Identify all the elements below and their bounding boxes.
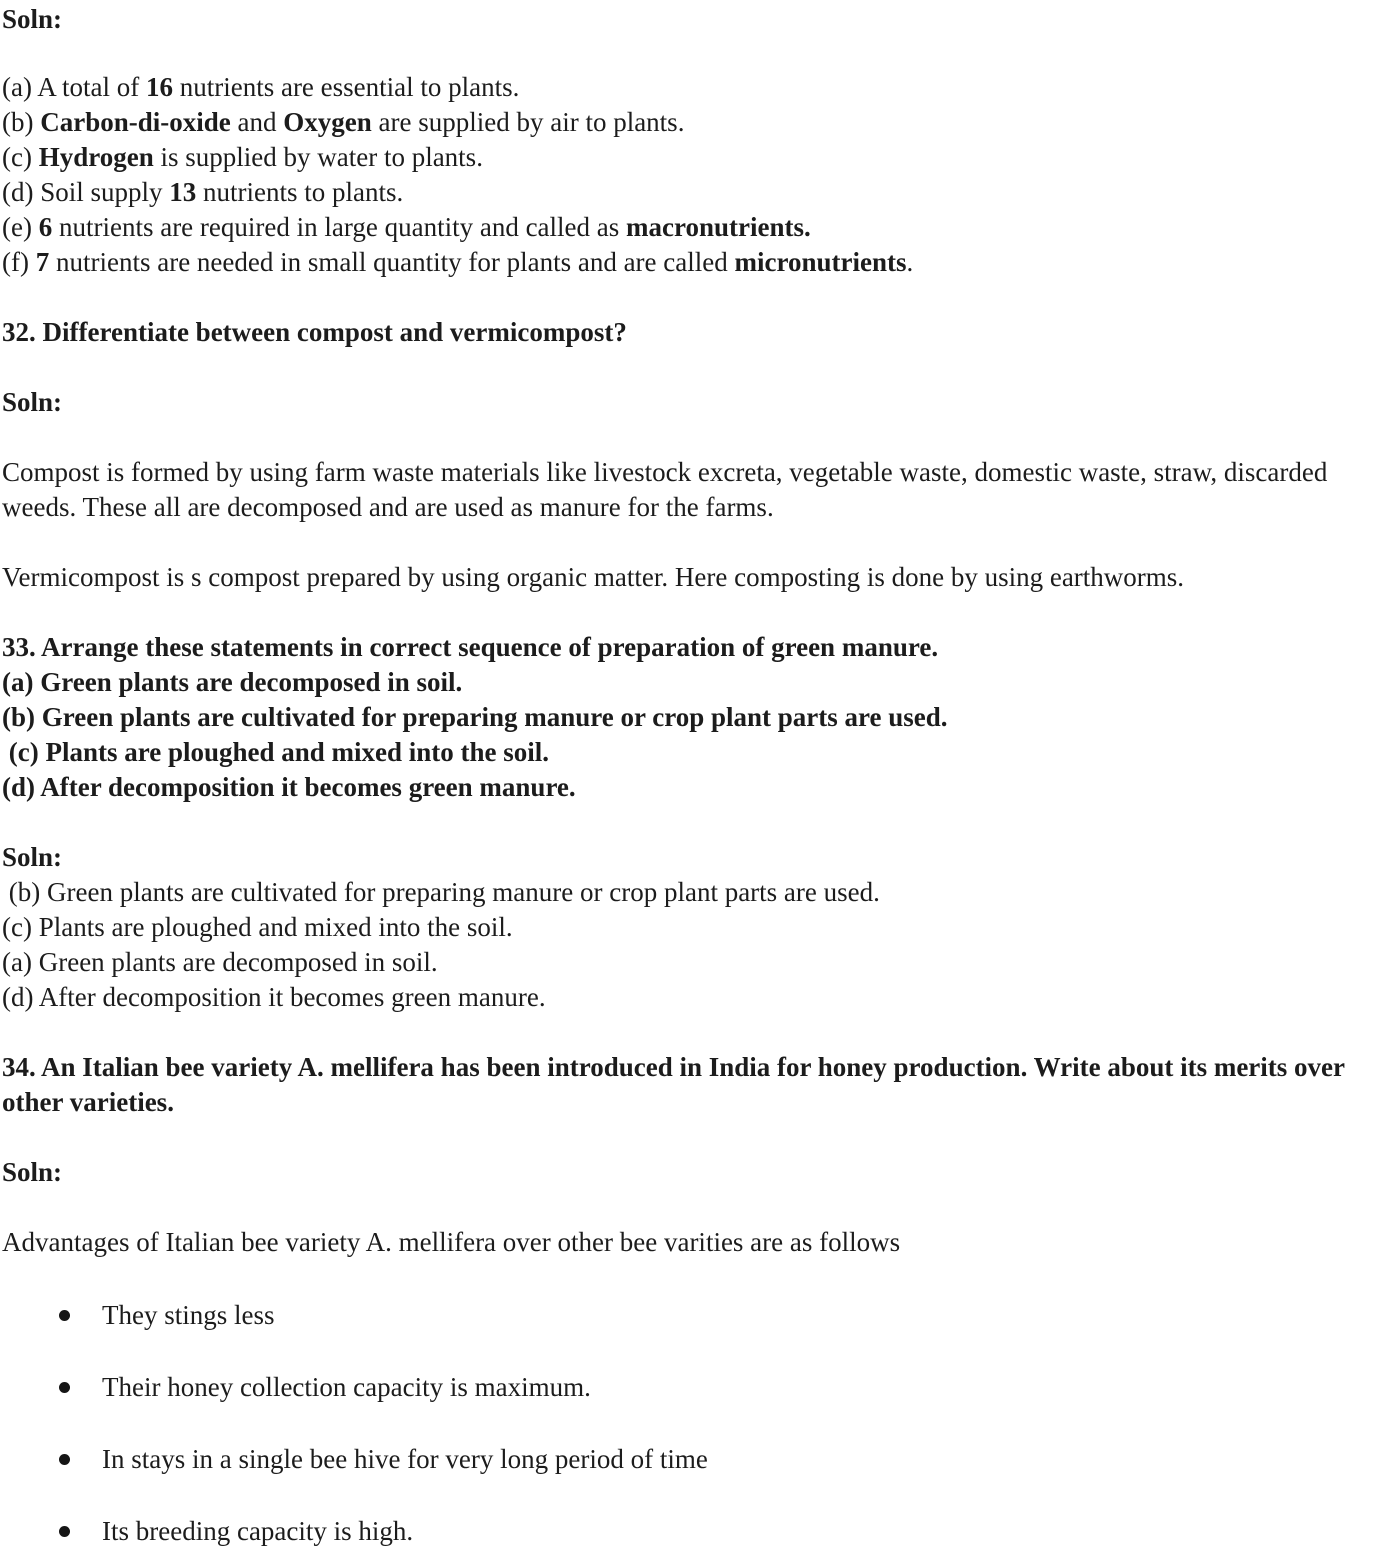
q33-answer-1: (b) Green plants are cultivated for preparing manure or crop plant parts are used. <box>2 877 880 907</box>
q32-paragraph-vermicompost: Vermicompost is s compost prepared by using organic matter. Here composting is done by using earthworms. <box>2 562 1185 592</box>
bullet-item <box>2 1514 1374 1547</box>
bullet-text: Its breeding capacity is high. <box>102 1516 414 1546</box>
q33-statement-list <box>2 665 1374 805</box>
q33-statement-a: (a) Green plants are decomposed in soil. <box>2 667 463 697</box>
bullet-item <box>2 1370 1374 1405</box>
bullet-text: They stings less <box>102 1300 275 1330</box>
bullet-icon <box>59 1310 70 1321</box>
q31-answer-b: (b) Carbon-di-oxide and Oxygen are supplied by air to plants. <box>2 107 685 137</box>
bullet-item <box>2 1298 1374 1333</box>
q33-answer-4: (d) After decomposition it becomes green manure. <box>2 982 546 1012</box>
q33-answer-list <box>2 875 1374 1015</box>
q34-intro: Advantages of Italian bee variety A. mellifera over other bee varities are as follows <box>2 1227 901 1257</box>
q33-statement-c: (c) Plants are ploughed and mixed into the soil. <box>2 737 550 767</box>
q31-answer-list <box>2 70 1374 280</box>
soln-heading-q31: Soln: <box>2 4 63 34</box>
q31-answer-c: (c) Hydrogen is supplied by water to plants. <box>2 142 483 172</box>
soln-heading-q34: Soln: <box>2 1157 63 1187</box>
q33-answer-3: (a) Green plants are decomposed in soil. <box>2 947 438 977</box>
soln-heading-q33: Soln: <box>2 842 63 872</box>
q31-answer-a: (a) A total of 16 nutrients are essential to plants. <box>2 72 520 102</box>
q33-statement-b: (b) Green plants are cultivated for preparing manure or crop plant parts are used. <box>2 702 948 732</box>
bullet-text: In stays in a single bee hive for very long period of time <box>102 1444 708 1474</box>
q32-paragraph-compost: Compost is formed by using farm waste materials like livestock excreta, vegetable waste, domestic waste, straw, discarded weeds. These all are decomposed and are used as manure for the farms. <box>2 457 1335 522</box>
q31-answer-e: (e) 6 nutrients are required in large quantity and called as macronutrients. <box>2 212 811 242</box>
q34-title: 34. An Italian bee variety A. mellifera has been introduced in India for honey production. Write about its merits over other varieties. <box>2 1052 1352 1117</box>
soln-heading-q32: Soln: <box>2 387 63 417</box>
q33-statement-d: (d) After decomposition it becomes green manure. <box>2 772 576 802</box>
q31-answer-f: (f) 7 nutrients are needed in small quantity for plants and are called micronutrients. <box>2 247 914 277</box>
bullet-item <box>2 1442 1374 1477</box>
q34-bullet-list <box>2 1298 1374 1547</box>
q33-title: 33. Arrange these statements in correct sequence of preparation of green manure. <box>2 632 939 662</box>
q31-answer-d: (d) Soil supply 13 nutrients to plants. <box>2 177 404 207</box>
bullet-icon <box>59 1526 70 1537</box>
q32-title: 32. Differentiate between compost and vermicompost? <box>2 317 627 347</box>
bullet-icon <box>59 1382 70 1393</box>
bullet-text: Their honey collection capacity is maximum. <box>102 1372 591 1402</box>
q33-answer-2: (c) Plants are ploughed and mixed into the soil. <box>2 912 513 942</box>
bullet-icon <box>59 1454 70 1465</box>
